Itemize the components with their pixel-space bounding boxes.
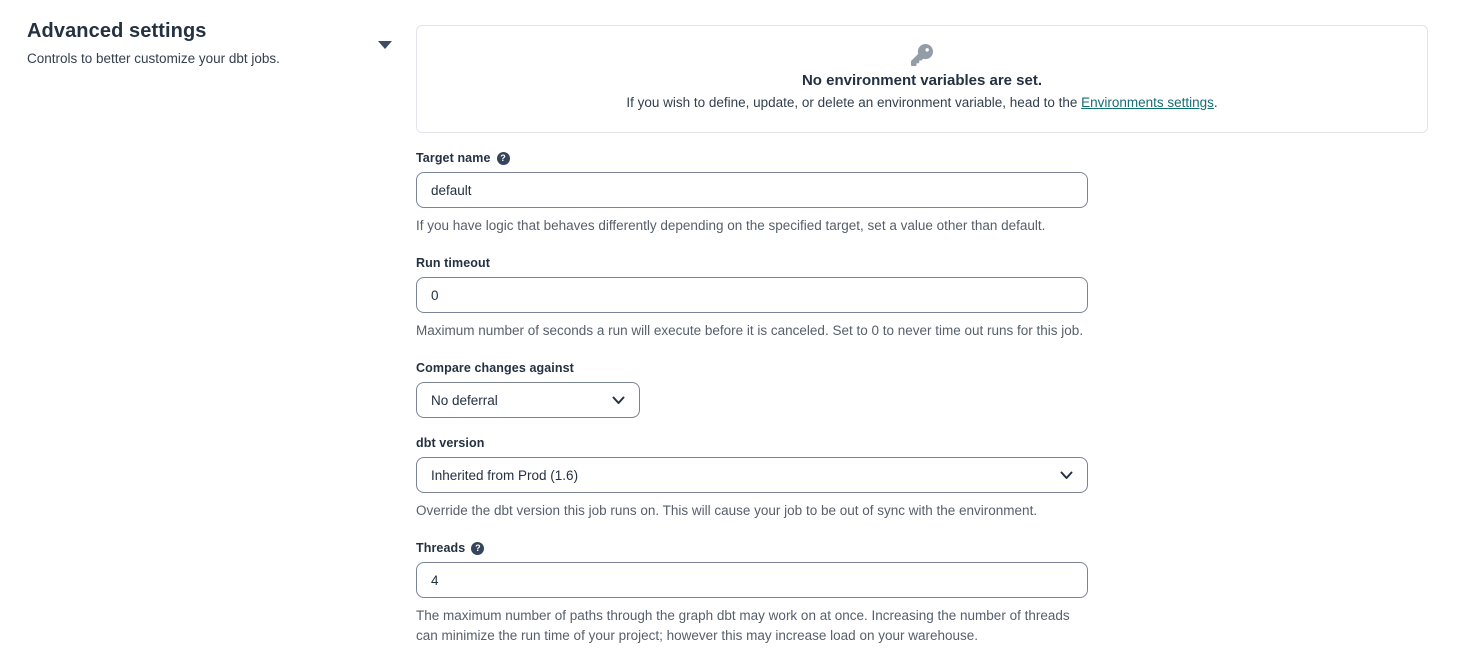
env-message-suffix: . [1213, 95, 1218, 110]
target-name-label: Target name [416, 151, 491, 165]
target-name-input[interactable] [416, 172, 1088, 208]
run-timeout-label: Run timeout [416, 256, 491, 270]
compare-changes-select[interactable] [416, 382, 640, 418]
environment-variables-empty-state [416, 25, 1428, 133]
threads-helper-text: The maximum number of paths through the graph dbt may work on at once. Increasing the number of threads can minimize the run time of your project; however this may increase load on your warehouse. [416, 608, 1070, 643]
field-dbt-version [416, 436, 1088, 521]
compare-changes-selected-value: No deferral [431, 392, 498, 408]
threads-label: Threads [416, 541, 466, 555]
run-timeout-helper-text: Maximum number of seconds a run will execute before it is canceled. Set to 0 to never time out runs for this job. [416, 323, 1084, 338]
dbt-version-helper-text: Override the dbt version this job runs on. This will cause your job to be out of sync with the environment. [416, 503, 1038, 518]
compare-changes-label: Compare changes against [416, 361, 574, 375]
env-message-prefix: If you wish to define, update, or delete an environment variable, head to the [626, 95, 1082, 110]
key-icon [911, 43, 933, 67]
dbt-version-selected-value: Inherited from Prod (1.6) [431, 467, 579, 483]
section-header [27, 20, 367, 66]
dbt-version-label: dbt version [416, 436, 485, 450]
env-empty-message [626, 95, 1217, 110]
field-threads [416, 541, 1088, 646]
field-run-timeout [416, 256, 1088, 341]
target-name-helper-text: If you have logic that behaves differently depending on the specified target, set a value other than default. [416, 218, 1046, 233]
collapse-section-button[interactable] [377, 41, 393, 53]
page-title: Advanced settings [27, 20, 207, 42]
settings-content [416, 25, 1428, 659]
chevron-down-icon [1060, 471, 1073, 480]
threads-input[interactable] [416, 562, 1088, 598]
triangle-down-icon [378, 41, 392, 49]
dbt-version-select[interactable] [416, 457, 1088, 493]
threads-help-icon[interactable]: ? [471, 542, 484, 555]
env-empty-title: No environment variables are set. [801, 72, 1043, 89]
chevron-down-icon [612, 396, 625, 405]
target-name-help-icon[interactable]: ? [497, 152, 510, 165]
advanced-settings-form [416, 151, 1088, 646]
field-compare-changes [416, 361, 1088, 418]
field-target-name [416, 151, 1088, 236]
page-subtitle: Controls to better customize your dbt jobs. [27, 51, 280, 66]
run-timeout-input[interactable] [416, 277, 1088, 313]
environments-settings-link[interactable]: Environments settings [1081, 95, 1214, 110]
